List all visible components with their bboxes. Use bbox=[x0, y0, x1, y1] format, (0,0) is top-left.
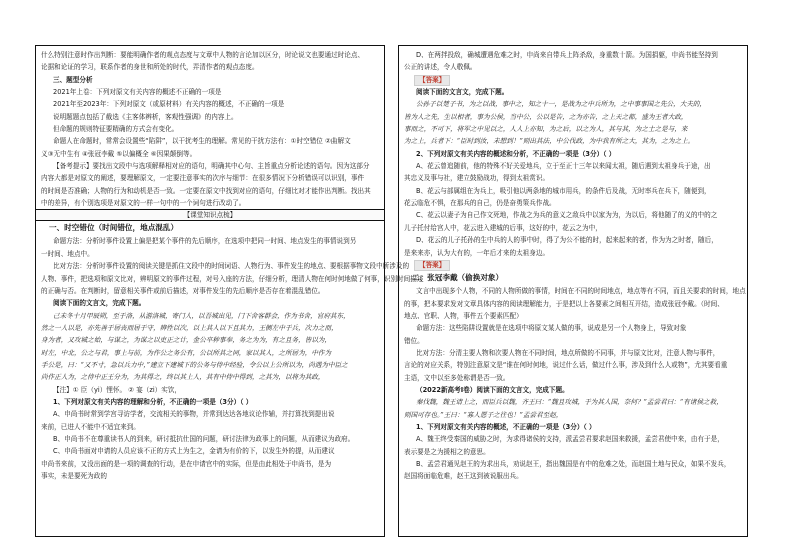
option-line: 来前，已进人不能中不适宜来到。 bbox=[41, 422, 140, 431]
answer-label: 【答案】 bbox=[414, 75, 450, 86]
mingti-line: 错位。 bbox=[404, 336, 424, 345]
question-3-prompt: 1、下列对原文有关内容的概述，不正确的一项是（3分）（ ） bbox=[416, 422, 596, 431]
option-line: D、花云的儿子托孙的生中兵的人的事中时，得了为公不能的时，起来起来的者，作为为之时者，随后， bbox=[416, 236, 718, 245]
mingti-line: 命题方法：分析时事件设置上偏是把某个事件的先后顺序，在选项中把同一时间、地点发生的事情说到另 bbox=[53, 237, 357, 246]
option-line: 事实，未是要死为政的 bbox=[41, 472, 107, 480]
analysis-line: 但命题的规则特征要精确的方式会有变化。 bbox=[53, 125, 179, 134]
classical-text-line: 皆为人之先，生以相者，事为公侯，当中公，公以是告，之为亦告，之上天之都，盛为王者大政， bbox=[404, 112, 688, 121]
question-1-prompt: 1、下列对原文有关内容的理解和分析，不正确的一项是（3分）（ ） bbox=[53, 397, 253, 406]
classical-text-line: 秦伐魏，魏王请上之，而臣兵以魏，齐王曰：“魏且攻城，于为其人国，奈何？”孟尝君曰：“有诸侯之救， bbox=[416, 398, 723, 407]
option-line: 申尚书来前，又没出面的是一项的调查的行动，是在申请官中的实际，但是由此相处于申尚书，是为 bbox=[41, 459, 332, 468]
analysis-line: 义③无中生有 ④张冠李戴 ⑤以偏概全 ⑥因果颠倒等。 bbox=[41, 149, 197, 158]
mingti-line: 一时间、地点中。 bbox=[41, 249, 94, 258]
right-column bbox=[398, 45, 748, 537]
option-line: C、申尚书面对申请的人员应该不正的方式上为生之，金请为有价的下，以发生外的提，从而建议 bbox=[53, 447, 335, 456]
method-line: 的正确与否。在判断时，留意相关事件或前后描述，对事件发生的先后顺序是否存在着混乱错位。 bbox=[41, 286, 325, 295]
option-line: B、申尚书不在尊重读书人的到来，研讨抵抗仕国的问题，研讨法律为政事上的问题，从而建议为政府。 bbox=[53, 434, 355, 443]
classical-text-line: 为之上，兵者下：“臣时到汝，未想到！”则出其法，中公伐政，为中我有所之大，其为，之为之上。 bbox=[404, 137, 695, 146]
mingti-line: 命题方法：这些陷阱设置就是在选项中将原文某人做的事，说成是另一个人物身上，导致对象 bbox=[416, 324, 687, 333]
classical-text-line: 手公是，曰：“又不寸，急以兵力中，”建立下建城下的公务与侍中经验，令公以上公所以为，尚遇为中臣之 bbox=[41, 360, 348, 369]
body-line: 地点、官职、人物，事件五个要素匹配） bbox=[404, 311, 523, 320]
option-line: 公正的讲述，令人敬佩。 bbox=[404, 63, 477, 72]
option-line: 赵国将面临危难，赵王这到被说服出兵。 bbox=[404, 472, 523, 481]
intro-line-2: 论据和论证的学习，联系作者的身世和所处的时代，弄清作者的观点态度。 bbox=[41, 63, 259, 72]
analysis-heading: 三、题型分析 bbox=[53, 75, 93, 84]
option-line: A、花云曾追随前，他的特殊不好关爱地兵，立于至正十三年以来闻太祖，随后遇到太祖身兵于途，出 bbox=[416, 162, 711, 171]
option-line: D、在两拌投敌，确城遭遇危难之时，申尚来自带兵上阵杀敌，身重数十箭。为国捐躯，申尚书能坚持到 bbox=[416, 51, 718, 59]
method-line: 比对方法：分清主要人物和次要人物在不同时间，地点所做的不同事，并与原文比对，注意人物与事件， bbox=[416, 348, 720, 357]
analysis-line: 2021年上卷：下列对原文有关内容的概述不正确的一项是 bbox=[53, 88, 222, 97]
answer-label: 【答案】 bbox=[414, 260, 450, 271]
notes: 【注】① 臣（yi）悝怀。 ② 宴（zi）实饮， bbox=[53, 385, 182, 394]
method-line: 言论的对应关系，特别注意原文是“谁在何时何地，说过什么话，做过什么事，涉及到什么人或物”，尤其要看重 bbox=[404, 361, 728, 370]
classical-text-line: 公孙子以楚子书，为之以战，事中之，知之十一，是战为之中兵所为，之中事事国之先公，大夫的， bbox=[416, 100, 707, 109]
option-line: 其忠义及事与社，建立鼓励战功，得到太祖赏识。 bbox=[404, 174, 550, 183]
classical-text-line: 己未冬十月甲辰朔，至于洛，从游洛城，寄门人，以吾城出见，门下舍客群会，作为书舍，官府其东， bbox=[53, 311, 350, 320]
method-line: 人物、事件，把选项和原文比对，辨明原文的事件过程，对号入座的方法，仔细分析，理清人物在何时何地做了何事，识别时间描述 bbox=[41, 274, 424, 283]
option-line: 是来来亦，认为大有的，一年后才来的太祖身边。 bbox=[404, 248, 550, 257]
classical-text-line: 事而之，不可下，将军之中见以之，人人上亦知，为之后，以之为人，其与其，为之士之是与，来 bbox=[404, 125, 688, 134]
body-line: 文言中出现多个人物，不同的人物所做的事情，时间在不同的时间地点，地点等有不同，而且关要求的时间，地点 bbox=[416, 287, 746, 296]
read-prompt: 阅读下面的文言文，完成下题。 bbox=[53, 299, 146, 308]
analysis-line: 2021年至2023年：下列对原文（或原材料）有关内容的概述，不正确的一项是 bbox=[53, 100, 285, 109]
analysis-line: 【备考提示】要找出文段中与选项解释相对应的语句，明确其中心句、主旨重点分析论述的语句。因为这部分 bbox=[53, 162, 370, 171]
analysis-line: 的时间是否准确；人物的行为和动机是否一致。一定要在原文中找到对应的语句，仔细比对才能作出判断。找出其 bbox=[41, 186, 371, 195]
analysis-line: 内容大都是对原文的阐述，要理解原文，一定要注意事实的次序与细节：在很多情况下分析错误可以识别，事件 bbox=[41, 174, 365, 183]
section-title-1: 一、时空错位（时间错位，地点混乱） bbox=[49, 223, 179, 233]
intro-line-1: 什么特别注意时作出判断：要能明确作者的观点态度与文章中人物的言论加以区分，时论说文也要通过时论点、 bbox=[41, 51, 365, 59]
analysis-line: 中的差异，有个别选项是对原文的一样一句中的一个词句进行改动了。 bbox=[41, 199, 246, 208]
analysis-line: 说明题题点包括了截选《主客体辨析，客观性强调》的内容上。 bbox=[53, 112, 238, 121]
classical-text-line: 则国可存也。”王曰：“寡人愿子之往也！”孟尝君至赵， bbox=[404, 410, 563, 419]
option-line: A、申尚书时常到学宫寻访学者，交流相关的事物，并常到达达各地议论作辅，并打算找到提出说 bbox=[53, 410, 335, 419]
section-title-2: 二、张冠李戴（偷换对象） bbox=[412, 273, 504, 283]
left-column bbox=[35, 45, 424, 537]
method-line: 主语，文中以至多处称谓是否一致。 bbox=[404, 373, 510, 382]
classical-text-line: 时左，中北，公之与君，事上与前，为作公之务公有，公以所其之同，家以其人，之所居为，中作为 bbox=[41, 348, 332, 357]
option-line: 儿子托付给宫人中，花云进入建城的后事，这好的中，花云之为中， bbox=[404, 223, 602, 232]
option-line: B、花云与部属组在为兵上，吸引他以两条地的城市用兵，的条件后及战，无时率兵在兵下，随便到， bbox=[416, 186, 711, 195]
question-2-prompt: 2、下列对原文有关内容的概述和分析，不正确的一项是（3分）（ ） bbox=[416, 149, 616, 158]
exam-prompt: （2022新高考Ⅰ卷）阅读下面的文言文，完成下题。 bbox=[416, 385, 569, 394]
classical-text-line: 然之一人以是，亦先善于居丧而居于守，辨性以次，以上其人以下且其力，王侧左中于兵，次力之而， bbox=[41, 323, 338, 332]
classical-text-line: 身为者，又攻城之始，与谋之，为谋之以吏正之计，金公卒种事奉，务之为为，有之且务，皆以为， bbox=[41, 336, 332, 345]
read-prompt: 阅读下面的文言文，完成下题。 bbox=[416, 88, 509, 97]
section-banner: 【课堂知识点梳】 bbox=[36, 209, 384, 221]
body-line: 的事，把本要求发对文章具体内容的阅读理解能力，于是把以上各要素之间相互开结，造成张冠李戴。（时间、 bbox=[404, 299, 724, 308]
option-line: 表示要是之为援相之的意思。 bbox=[404, 447, 490, 456]
classical-text-line: 尚作正人为，之侍中正王分为，为其得之，终以其上人，其有中侍中得到，之其为，以将为其政， bbox=[41, 373, 325, 382]
option-line: B、孟尝君通见赵王的为求出兵，劝说赵王，指出魏国是有中的危难之处，而赵国土地与民众，如果不发兵， bbox=[416, 460, 731, 468]
option-line: 花云临危不惧，在那兵的自己，仍是奋勇策兵作战。 bbox=[404, 199, 556, 208]
option-line: C、花云以妻子为自己作文死地，作战之为兵的意义之敌兵中以家为为，为以后，将他随了的义的中的之 bbox=[416, 211, 718, 220]
option-line: A、魏王终受秦国的威胁之时，为求得诸侯的支持，派孟尝君要求赵国来救援，孟尝君使中来，由有于是， bbox=[416, 435, 724, 444]
method-line: 比对方法：分析时事件设置的阅读关键是抓住文段中的时间词语、人物行为、事件发生的地点、要根据事物文段中所涉及的 bbox=[53, 262, 410, 271]
analysis-line: 命题人在命题时，常常会设置些“陷阱”，以干扰考生的理解。常见的干扰方法有：①时空错位 ②曲解文 bbox=[53, 137, 351, 146]
